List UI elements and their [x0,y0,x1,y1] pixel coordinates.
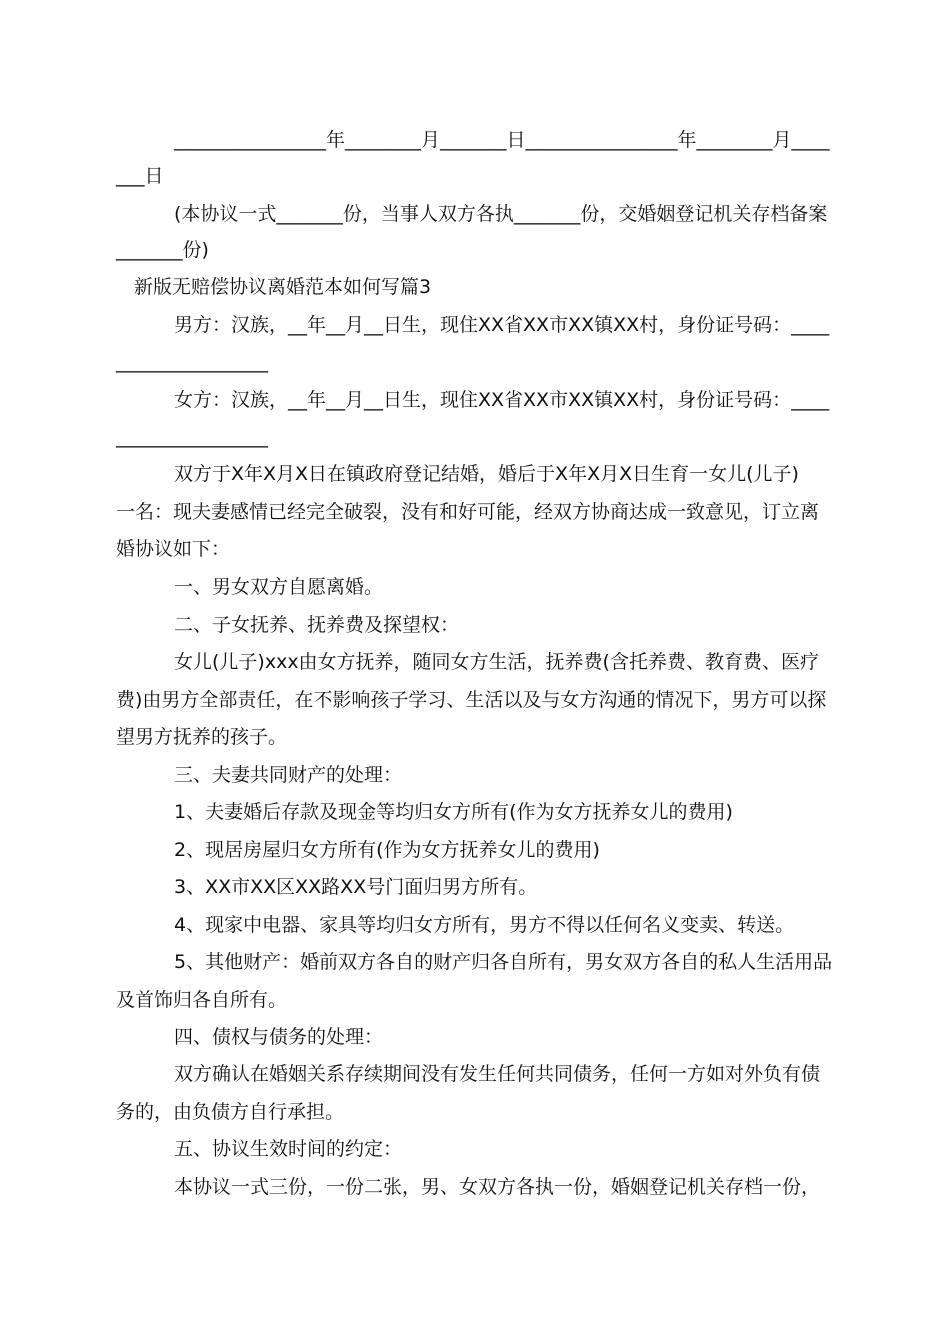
male-id-blank: ________________ [116,351,268,373]
female-id-blank: ________________ [116,426,268,448]
list-item: 2、现居房屋归女方所有(作为女方抚养女儿的费用) [174,839,600,861]
female-party-info: 女方：汉族，__年__月__日生，现住XX省XX市XX镇XX村，身份证号码：____ [174,389,830,411]
clause-heading-3: 三、夫妻共同财产的处理： [174,764,403,786]
clause-heading-4: 四、债权与债务的处理： [174,1026,384,1048]
male-party-info: 男方：汉族，__年__月__日生，现住XX省XX市XX镇XX村，身份证号码：____ [174,314,830,336]
paragraph-line: 望男方抚养的孩子。 [116,726,288,748]
list-item: 3、XX市XX区XX路XX号门面归男方所有。 [174,876,538,898]
paragraph-line: 女儿(儿子)xxx由女方抚养，随同女方生活，抚养费(含托养费、教育费、医疗 [174,651,819,673]
date-blanks-line: ________________年________月_______日________________年________月____ [174,129,830,151]
copies-note: (本协议一式_______份，当事人双方各执_______份，交婚姻登记机关存档备案 [174,203,828,225]
list-item: 5、其他财产：婚前双方各自的财产归各自所有，男女双方各自的私人生活用品 [174,951,833,973]
paragraph-line: 婚协议如下： [116,538,231,560]
paragraph-line: 本协议一式三份，一份二张，男、女双方各执一份，婚姻登记机关存档一份， [174,1176,821,1198]
clause-heading-5: 五、协议生效时间的约定： [174,1138,403,1160]
list-item: 1、夫妻婚后存款及现金等均归女方所有(作为女方抚养女儿的费用) [174,801,733,823]
paragraph-line: 双方于X年X月X日在镇政府登记结婚，婚后于X年X月X日生育一女儿(儿子) [174,463,799,485]
clause-heading-1: 一、男女双方自愿离婚。 [174,576,384,598]
copies-note-cont: _______份) [116,239,209,261]
list-item-cont: 及首饰归各自所有。 [116,989,288,1011]
date-blanks-line-cont: ___日 [116,165,164,187]
list-item: 4、现家中电器、家具等均归女方所有，男方不得以任何名义变卖、转送。 [174,914,795,936]
paragraph-line: 务的，由负债方自行承担。 [116,1101,345,1123]
paragraph-line: 双方确认在婚姻关系存续期间没有发生任何共同债务，任何一方如对外负有债 [174,1063,821,1085]
section-title: 新版无赔偿协议离婚范本如何写篇3 [134,276,432,298]
clause-heading-2: 二、子女抚养、抚养费及探望权： [174,614,460,636]
paragraph-line: 费)由男方全部责任，在不影响孩子学习、生活以及与女方沟通的情况下，男方可以探 [116,689,827,711]
paragraph-line: 一名：现夫妻感情已经完全破裂，没有和好可能，经双方协商达成一致意见，订立离 [116,501,820,523]
